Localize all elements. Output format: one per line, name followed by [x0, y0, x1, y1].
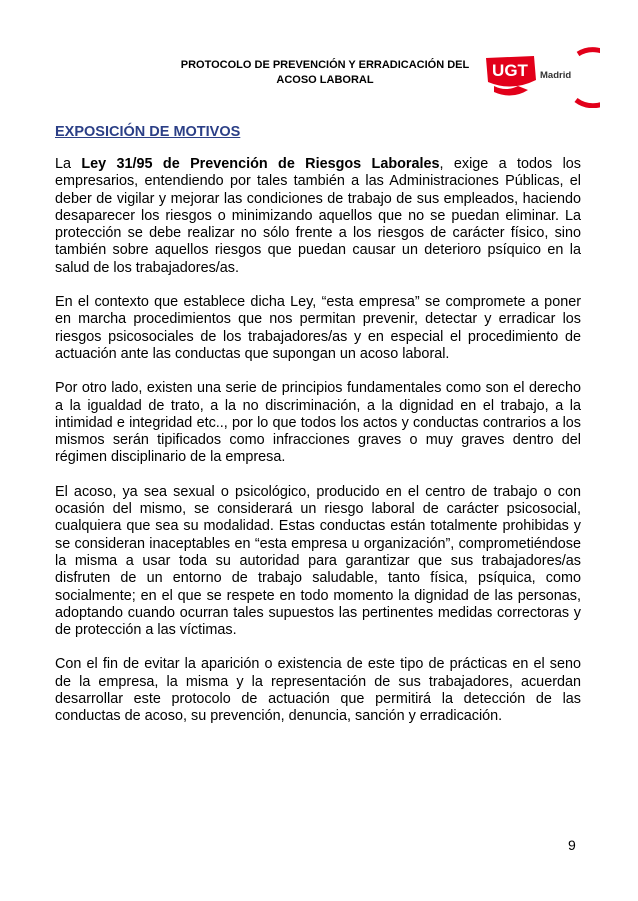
section-title: EXPOSICIÓN DE MOTIVOS	[55, 124, 241, 140]
header-line-2: ACOSO LABORAL	[276, 74, 374, 86]
paragraph-1	[55, 156, 581, 277]
paragraph-4: El acoso, ya sea sexual o psicológico, producido en el centro de trabajo o con ocasión del mismo, se considerará un riesgo laboral de carácter psicosocial, cualquiera que sea su modalidad. Estas conductas están totalmente prohibidas y se consideran inaceptables en “esta empresa u organización”, comprometiéndose la misma a usar toda su autoridad para garantizar que sus trabajadores/as disfruten de un entorno de trabajo saludable, tanto física, psíquica, como socialmente; en el que se respete en todo momento la dignidad de las personas, adoptando cuando ocurran tales supuestos las pertinentes medidas correctoras y de protección a las víctimas.	[55, 483, 581, 639]
paragraph-1-text: , exige a todos los empresarios, entendiendo por tales también a las Administraciones Públicas, el deber de vigilar y mejorar las condiciones de trabajo de sus empleados, haciendo desaparecer los riesgos o minimizando aquellos que no se puedan eliminar. La protección se debe realizar no sólo frente a los riesgos de carácter físico, sino también sobre aquellos riesgos que puedan causar un deterioro psíquico en la salud de los trabajadores/as.	[55, 156, 581, 276]
document-body	[55, 156, 581, 743]
header-line-1: PROTOCOLO DE PREVENCIÓN Y ERRADICACIÓN DEL	[180, 59, 470, 71]
logo-text: UGT	[492, 61, 528, 80]
paragraph-3: Por otro lado, existen una serie de principios fundamentales como son el derecho a la igualdad de trato, a la no discriminación, a la dignidad en el trabajo, a la intimidad e integridad etc.., por lo que todos los actos y conductas contrarios a los mismos serán tipificados como infracciones graves o muy graves dentro del régimen disciplinario de la empresa.	[55, 380, 581, 466]
ugt-madrid-logo	[482, 46, 600, 108]
paragraph-2: En el contexto que establece dicha Ley, “esta empresa” se compromete a poner en marcha procedimientos que nos permitan prevenir, detectar y erradicar los riesgos psicosociales de los trabajadores/as y en especial el procedimiento de actuación ante las conductas que supongan un acoso laboral.	[55, 294, 581, 362]
logo-location: Madrid	[540, 70, 572, 81]
page-number: 9	[568, 837, 576, 853]
paragraph-1-intro: La	[55, 156, 82, 172]
paragraph-5: Con el fin de evitar la aparición o existencia de este tipo de prácticas en el seno de la empresa, la misma y la representación de sus trabajadores, acuerdan desarrollar este protocolo de actuación que permitirá la detección de las conductas de acoso, su prevención, denuncia, sanción y erradicación.	[55, 656, 581, 725]
law-reference: Ley 31/95 de Prevención de Riesgos Laborales	[81, 156, 440, 172]
document-header	[140, 58, 510, 88]
